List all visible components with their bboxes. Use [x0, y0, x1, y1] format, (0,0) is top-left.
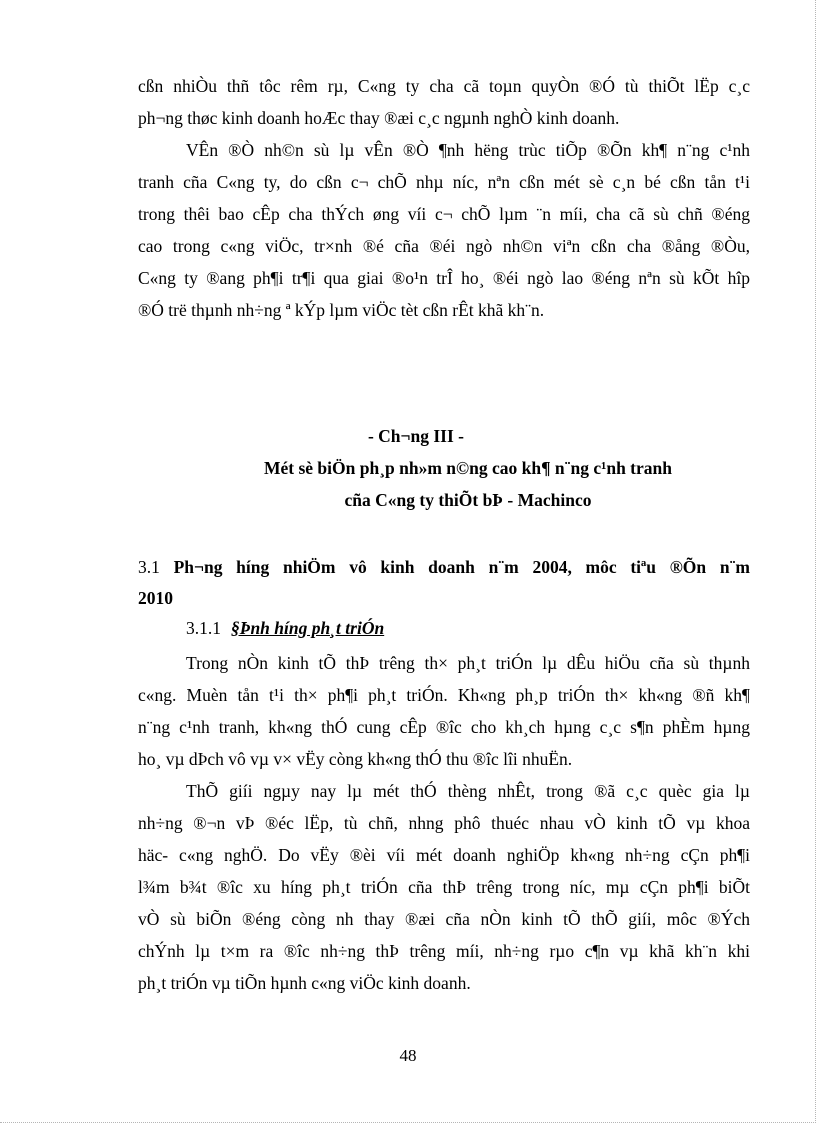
text-line: trong thêi bao cÊp cha thÝch øng víi c¬ chÕ lµm ¨n míi, cha cã sù chñ ®éng: [138, 204, 750, 224]
text-line: nh÷ng ®¬n vÞ ®éc lËp, tù chñ, nhng phô thuéc nhau vÒ kinh tÕ vµ khoa: [138, 813, 750, 833]
text-line: ph¸t triÓn vµ tiÕn hµnh c«ng viÖc kinh doanh.: [138, 973, 471, 993]
text-line: tranh cña C«ng ty, do cßn c¬ chÕ nhµ níc, nªn cßn mét sè c¸n bé cßn tån t¹i: [138, 172, 750, 192]
text-line: n¨ng c¹nh tranh, kh«ng thÓ cung cÊp ®îc cho kh¸ch hµng c¸c s¶n phÈm hµng: [138, 717, 750, 737]
page-edge-bottom: [0, 1114, 816, 1123]
page-number: 48: [399, 1046, 417, 1065]
text-line: cßn nhiÒu thñ tôc rêm rµ, C«ng ty cha cã toµn quyÒn ®Ó tù thiÕt lËp c¸c: [138, 76, 750, 96]
paragraph-2: [138, 134, 750, 326]
section-3-1-1-heading: [186, 618, 384, 639]
text-line: ThÕ giíi ngµy nay lµ mét thÓ thèng nhÊt, trong ®ã c¸c quèc gia lµ: [186, 781, 750, 801]
text-line: chÝnh lµ t×m ra ®îc nh÷ng thÞ trêng míi, nh÷ng rµo c¶n vµ khã kh¨n khi: [138, 941, 750, 961]
text-line: vÒ sù biÕn ®éng còng nh thay ®æi cña nÒn kinh tÕ thÕ giíi, môc ®Ých: [138, 909, 750, 929]
chapter-title-line-1: Mét sè biÖn ph¸p nh»m n©ng cao kh¶ n¨ng c¹nh tranh: [263, 458, 672, 478]
text-line: c«ng. Muèn tån t¹i th× ph¶i ph¸t triÓn. Kh«ng ph¸p triÓn th× kh«ng ®ñ kh¶: [138, 685, 750, 705]
paragraph-1: [138, 70, 750, 134]
text-line: C«ng ty ®ang ph¶i tr¶i qua giai ®o¹n trÎ ho¸ ®éi ngò lao ®éng nªn sù kÕt hîp: [138, 268, 750, 288]
text-line: l¾m b¾t ®îc xu híng ph¸t triÓn cña thÞ trêng trong níc, mµ cÇn ph¶i biÕt: [138, 877, 750, 897]
subsection-number: 3.1.1: [186, 618, 221, 638]
section-number: 3.1: [138, 557, 160, 577]
chapter-title-line-2: cña C«ng ty thiÕt bÞ - Machinco: [344, 490, 592, 510]
subsection-title: §Þnh híng ph¸t triÓn: [231, 618, 385, 638]
text-line: ph¬ng thøc kinh doanh hoÆc thay ®æi c¸c ngµnh nghÒ kinh doanh.: [138, 108, 620, 128]
section-title: Ph¬ng híng nhiÖm vô kinh doanh n¨m 2004, môc tiªu ®Õn n¨m: [173, 557, 750, 577]
text-line: Trong nÒn kinh tÕ thÞ trêng th× ph¸t triÓn lµ dÊu hiÖu cña sù thµnh: [186, 653, 750, 673]
paragraph-3: [138, 647, 750, 775]
text-line: ho¸ vµ dÞch vô vµ v× vËy còng kh«ng thÓ thu ®îc lîi nhuËn.: [138, 749, 573, 769]
text-line: ®Ó trë thµnh nh÷ng ª kÝp lµm viÖc tèt cßn rÊt khã kh¨n.: [138, 300, 545, 320]
paragraph-4: [138, 775, 750, 999]
text-line: häc- c«ng nghÖ. Do vËy ®èi víi mét doanh nghiÖp kh«ng nh÷ng cÇn ph¶i: [138, 845, 750, 865]
section-title-cont: 2010: [138, 588, 173, 608]
section-heading-line: [138, 552, 750, 583]
page-edge-right: [807, 0, 816, 1123]
chapter-label: - Ch¬ng III -: [367, 426, 465, 446]
section-3-1-heading: [138, 552, 750, 614]
section-heading-line: [138, 583, 750, 614]
text-line: VÊn ®Ò nh©n sù lµ vÊn ®Ò ¶nh hëng trùc tiÕp ®Õn kh¶ n¨ng c¹nh: [186, 140, 750, 160]
text-line: cao trong c«ng viÖc, tr×nh ®é cña ®éi ngò nh©n viªn cßn cha ®ång ®Òu,: [138, 236, 750, 256]
